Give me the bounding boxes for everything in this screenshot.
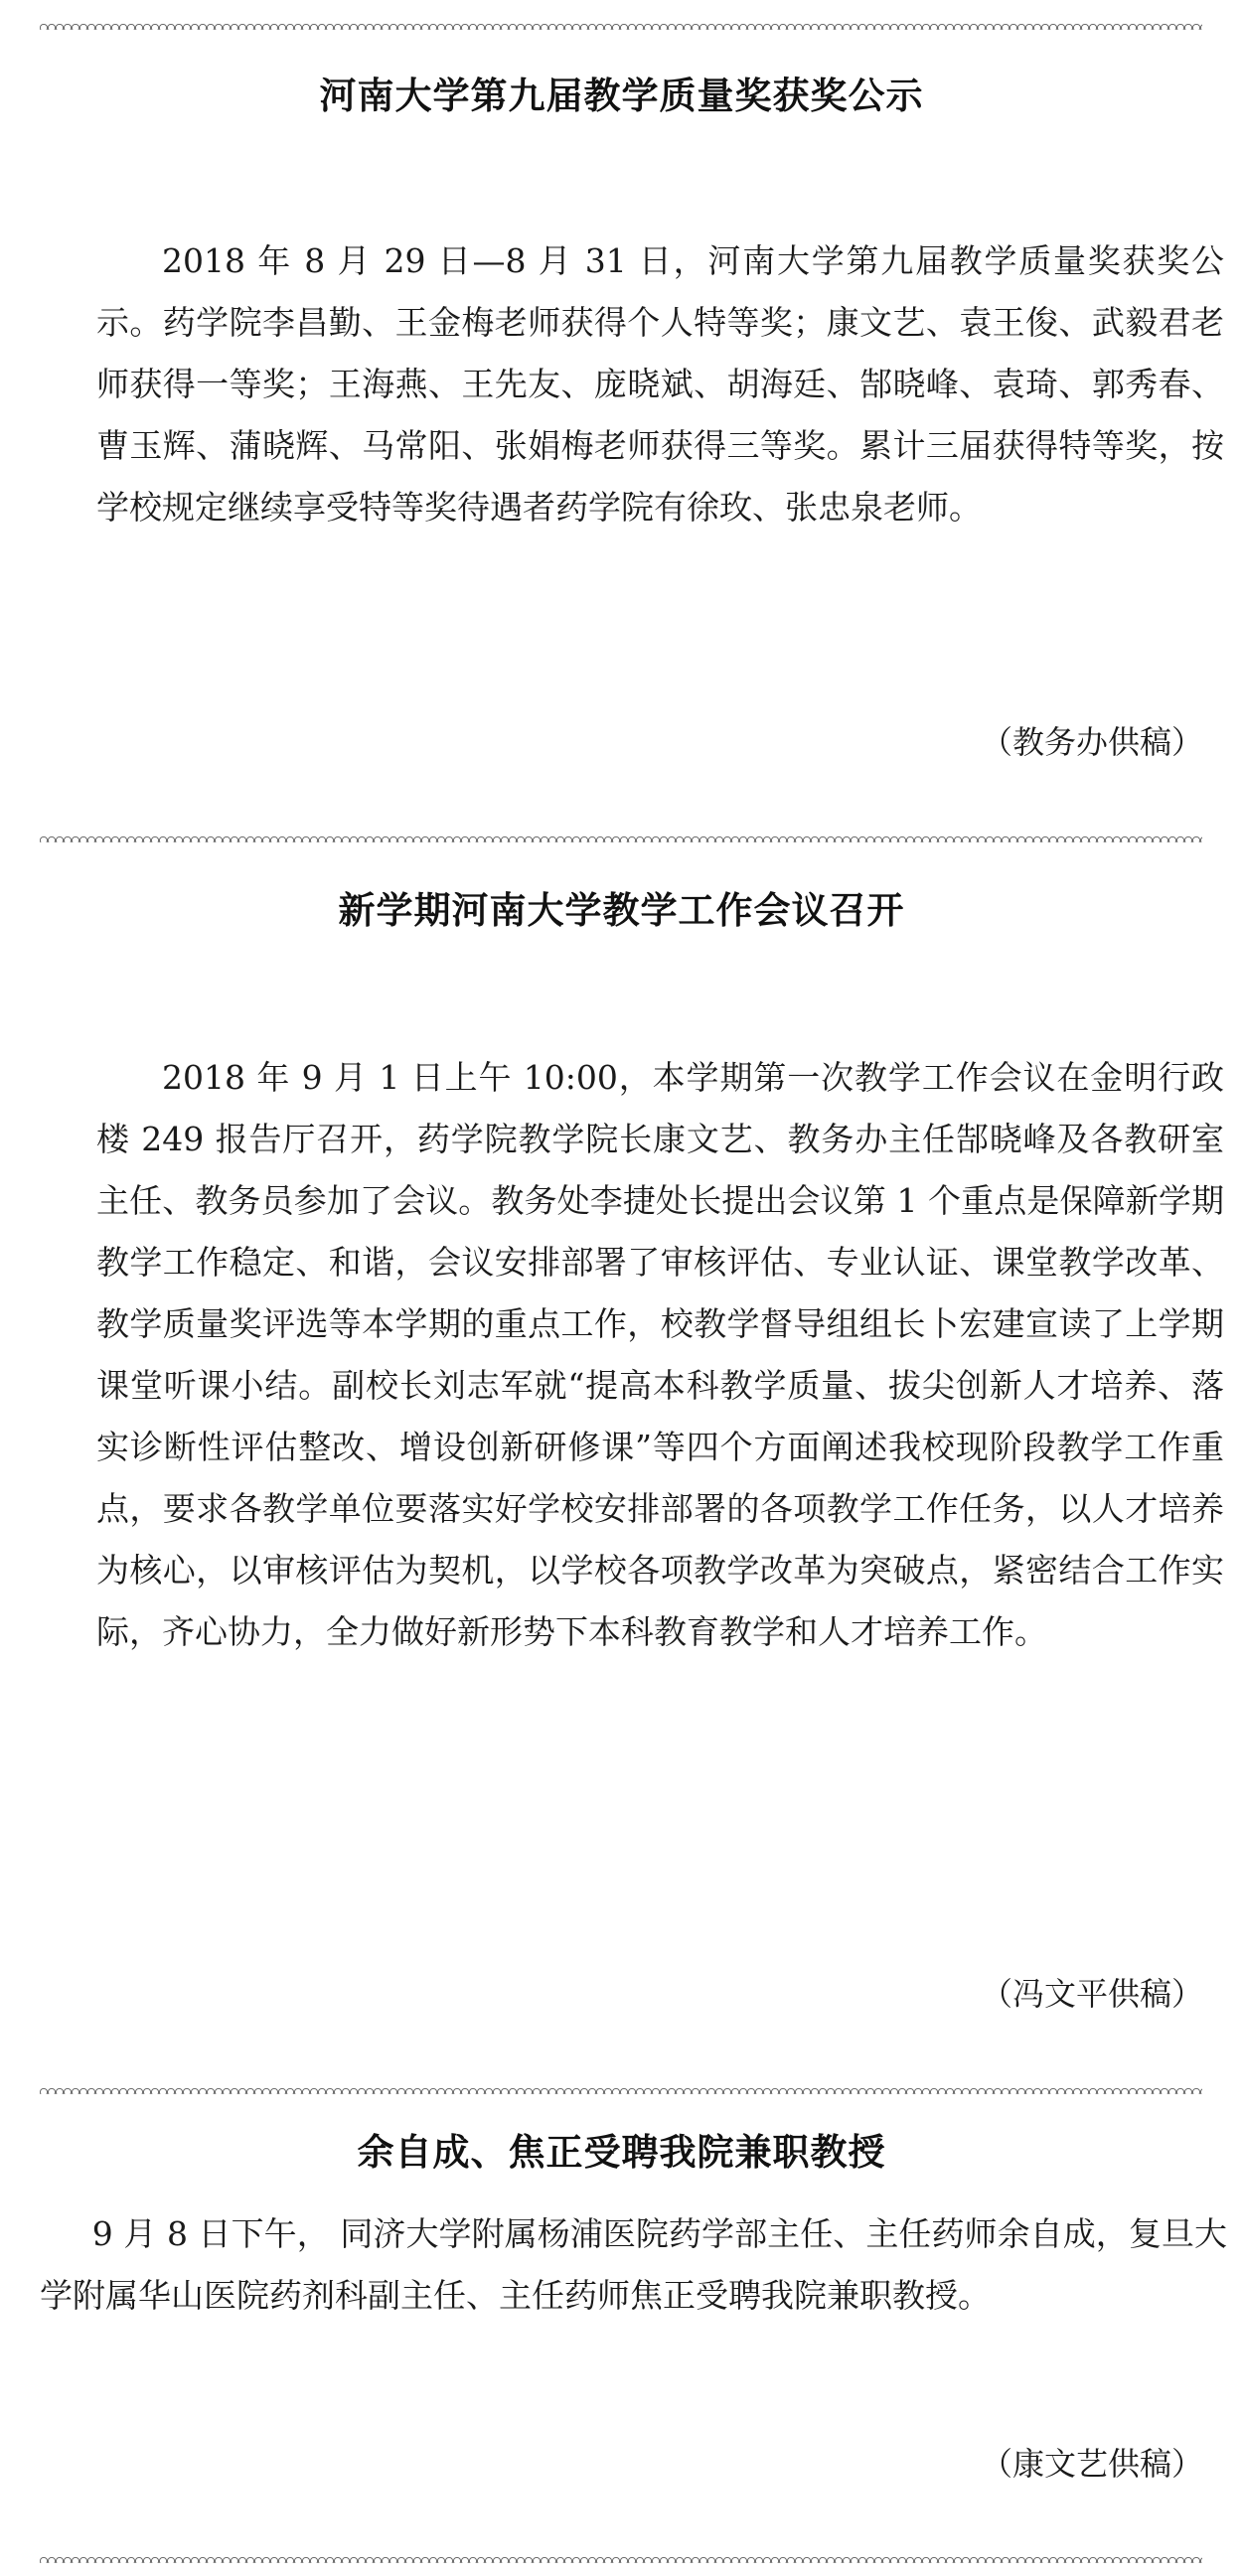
article-1-body: 2018 年 8 月 29 日—8 月 31 日，河南大学第九届教学质量奖获奖公示。药学院李昌勤、王金梅老师获得个人特等奖；康文艺、袁王俊、武毅君老师获得一等奖；王海燕、王先友、庞晓斌、胡海廷、郜晓峰、袁琦、郭秀春、曹玉辉、蒲晓辉、马常阳、张娟梅老师获得三等奖。累计三届获得特等奖，按学校规定继续享受特等奖待遇者药学院有徐玫、张忠泉老师。: [96, 241, 1224, 527]
article-2-title: 新学期河南大学教学工作会议召开: [338, 889, 905, 932]
article-2-credit: （冯文平供稿）: [980, 1975, 1203, 2013]
article-2-body: 2018 年 9 月 1 日上午 10:00，本学期第一次教学工作会议在金明行政楼 249 报告厅召开，药学院教学院长康文艺、教务办主任郜晓峰及各教研室主任、教务员参加了会议。教务处李捷处长提出会议第 1 个重点是保障新学期教学工作稳定、和谐，会议安排部署了审核评估、专业认证、课堂教学改革、教学质量奖评选等本学期的重点工作，校教学督导组组长卜宏建宣读了上学期课堂听课小结。副校长刘志军就“提高本科教学质量、拔尖创新人才培养、落实诊断性评估整改、增设创新研修课”等四个方面阐述我校现阶段教学工作重点，要求各教学单位要落实好学校安排部署的各项教学工作任务，以人才培养为核心，以审核评估为契机，以学校各项教学改革为突破点，紧密结合工作实际，齐心协力，全力做好新形势下本科教育教学和人才培养工作。: [96, 1058, 1224, 1651]
article-3-title: 余自成、焦正受聘我院兼职教授: [357, 2131, 886, 2174]
article-1-title: 河南大学第九届教学质量奖获奖公示: [319, 75, 924, 117]
divider-1: [40, 834, 1202, 842]
divider-top: [40, 22, 1202, 30]
article-3-credit: （康文艺供稿）: [980, 2445, 1203, 2483]
article-1-credit: （教务办供稿）: [980, 723, 1203, 761]
divider-2: [40, 2086, 1202, 2094]
article-3-body: 9 月 8 日下午， 同济大学附属杨浦医院药学部主任、主任药师余自成，复旦大学附属华山医院药剂科副主任、主任药师焦正受聘我院兼职教授。: [40, 2214, 1227, 2315]
divider-bottom: [40, 2555, 1202, 2563]
